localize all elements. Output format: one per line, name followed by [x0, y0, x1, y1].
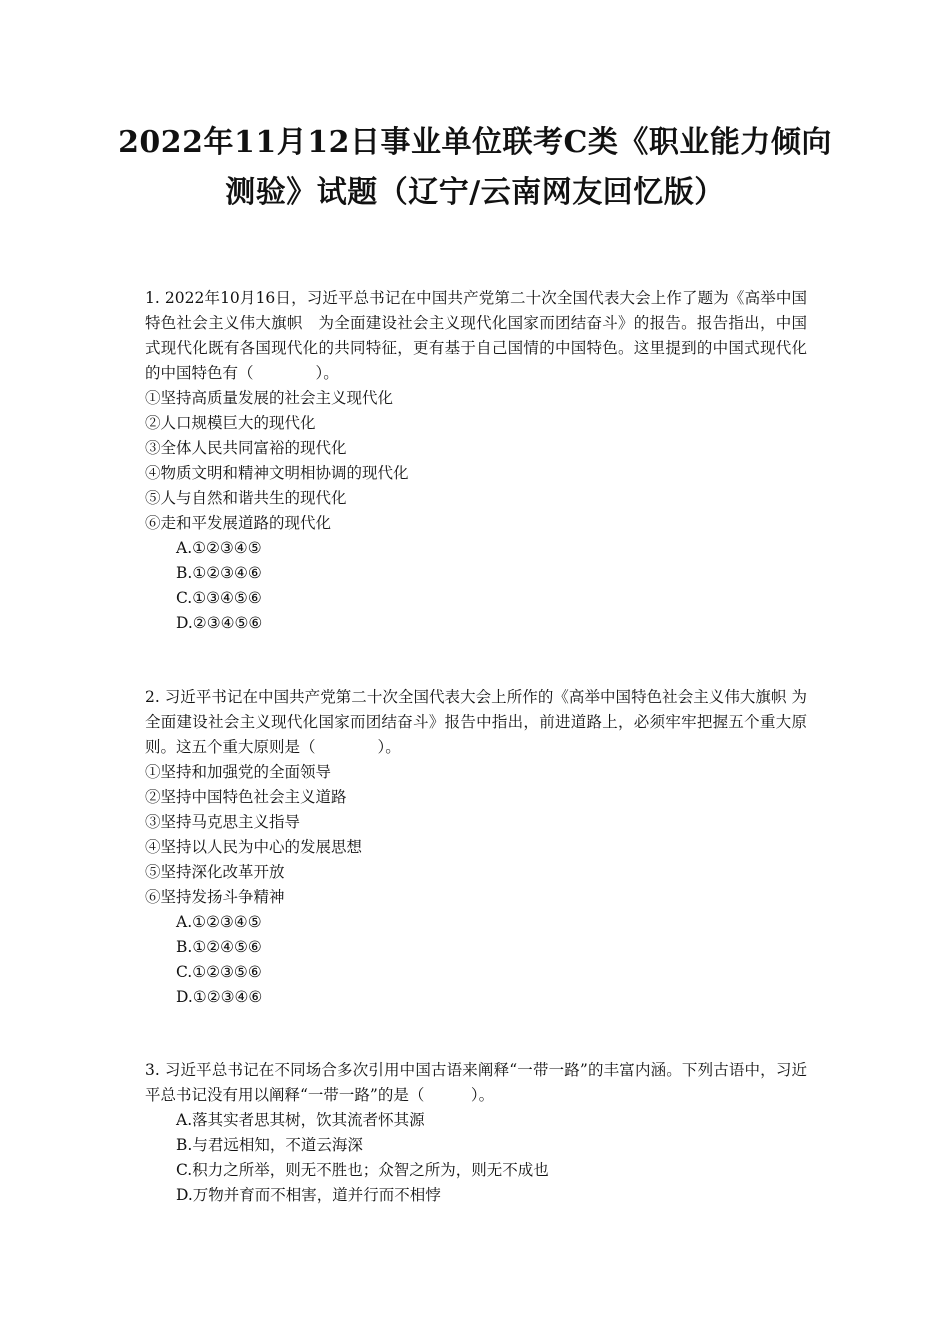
answer-options — [145, 536, 807, 636]
title-line-2: 测验》试题（辽宁/云南网友回忆版） — [225, 175, 725, 210]
statement-item: ③坚持马克思主义指导 — [145, 813, 301, 831]
title-line-1: 2022年11月12日事业单位联考C类《职业能力倾向 — [118, 125, 832, 160]
question-stem: 3. 习近平总书记在不同场合多次引用中国古语来阐释“一带一路”的丰富内涵。下列古语中，习近平总书记没有用以阐释“一带一路”的是（ ）。 — [145, 1061, 807, 1104]
option-b: B.与君远相知，不道云海深 — [176, 1136, 363, 1154]
statement-item: ④坚持以人民为中心的发展思想 — [145, 838, 363, 856]
answer-options — [145, 910, 807, 1010]
statement-item: ⑥走和平发展道路的现代化 — [145, 514, 332, 532]
option-a: A.①②③④⑤ — [176, 913, 262, 931]
option-d: D.万物并育而不相害，道并行而不相悖 — [176, 1186, 441, 1204]
statement-item: ⑤人与自然和谐共生的现代化 — [145, 489, 347, 507]
statement-item: ①坚持和加强党的全面领导 — [145, 763, 332, 781]
option-a: A.①②③④⑤ — [176, 539, 262, 557]
option-c: C.①②③⑤⑥ — [176, 963, 262, 981]
question-stem: 2. 习近平书记在中国共产党第二十次全国代表大会上所作的《高举中国特色社会主义伟大旗帜 为全面建设社会主义现代化国家而团结奋斗》报告中指出，前进道路上，必须牢牢把握五个重大原则。这五个重大原则是（ ）。 — [145, 688, 807, 756]
option-c: C.①③④⑤⑥ — [176, 589, 262, 607]
option-d: D.②③④⑤⑥ — [176, 614, 263, 632]
statement-item: ⑤坚持深化改革开放 — [145, 863, 285, 881]
statement-item: ②人口规模巨大的现代化 — [145, 414, 316, 432]
option-b: B.①②④⑤⑥ — [176, 938, 262, 956]
statement-item: ③全体人民共同富裕的现代化 — [145, 439, 347, 457]
question-3 — [145, 1058, 807, 1208]
question-1 — [145, 286, 807, 636]
statement-item: ④物质文明和精神文明相协调的现代化 — [145, 464, 409, 482]
question-stem: 1. 2022年10月16日，习近平总书记在中国共产党第二十次全国代表大会上作了题为《高举中国特色社会主义伟大旗帜 为全面建设社会主义现代化国家而团结奋斗》的报告。报告指出，中国式现代化既有各国现代化的共同特征，更有基于自己国情的中国特色。这里提到的中国式现代化的中国特色有（ ）。 — [145, 289, 807, 382]
option-d: D.①②③④⑥ — [176, 988, 263, 1006]
document-title — [110, 118, 840, 218]
option-c: C.积力之所举，则无不胜也；众智之所为，则无不成也 — [176, 1161, 549, 1179]
option-b: B.①②③④⑥ — [176, 564, 262, 582]
statement-item: ②坚持中国特色社会主义道路 — [145, 788, 347, 806]
question-2 — [145, 685, 807, 1010]
statement-item: ①坚持高质量发展的社会主义现代化 — [145, 389, 394, 407]
answer-options — [145, 1108, 807, 1208]
statement-item: ⑥坚持发扬斗争精神 — [145, 888, 285, 906]
option-a: A.落其实者思其树，饮其流者怀其源 — [176, 1111, 425, 1129]
